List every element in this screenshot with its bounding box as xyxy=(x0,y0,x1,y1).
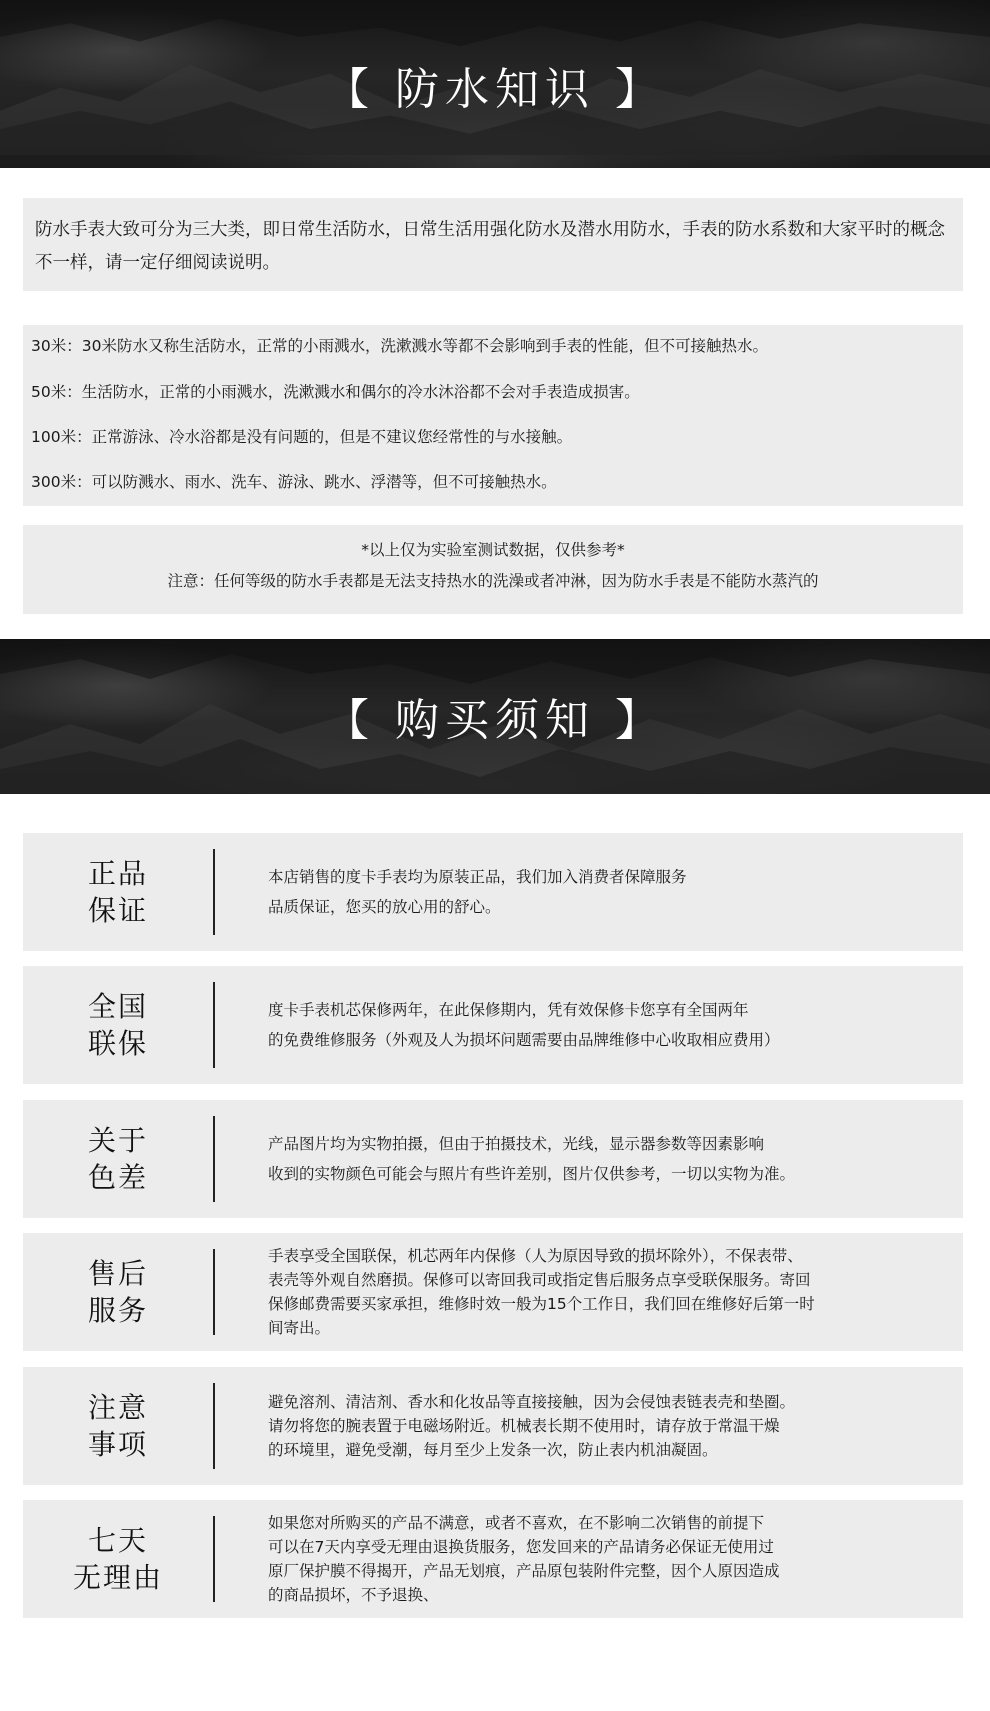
item-line: 保修邮费需要买家承担，维修时效一般为15个工作日，我们回在维修好后第一时 xyxy=(268,1295,815,1313)
item-heading: 全国 联保 xyxy=(87,990,148,1060)
waterproof-intro-text: 防水手表大致可分为三大类，即日常生活防水，日常生活用强化防水及潜水用防水，手表的防水系数和大家平时的概念不一样，请一定仔细阅读说明。 xyxy=(35,220,945,273)
item-divider xyxy=(213,1116,215,1202)
item-after-sales xyxy=(23,1233,963,1351)
item-color-difference xyxy=(23,1100,963,1218)
item-line: 度卡手表机芯保修两年，在此保修期内，凭有效保修卡您享有全国两年 xyxy=(268,1001,749,1019)
item-body xyxy=(268,966,951,1084)
item-body xyxy=(268,833,951,951)
level-30m: 30米：30米防水又称生活防水，正常的小雨溅水，洗漱溅水等都不会影响到手表的性能，但不可接触热水。 xyxy=(31,337,768,355)
item-heading: 售后 服务 xyxy=(87,1257,148,1327)
purchase-title: 【 购买须知 】 xyxy=(325,695,665,746)
item-line: 产品图片均为实物拍摄，但由于拍摄技术，光线，显示器参数等因素影响 xyxy=(268,1135,765,1153)
item-line: 可以在7天内享受无理由退换货服务，您发回来的产品请务必保证无使用过 xyxy=(268,1538,774,1556)
item-line: 的环境里，避免受潮，每月至少上发条一次，防止表内机油凝固。 xyxy=(268,1441,718,1459)
item-heading: 注意 事项 xyxy=(87,1391,148,1461)
item-genuine xyxy=(23,833,963,951)
waterproof-levels-box xyxy=(23,325,963,506)
item-line: 的免费维修服务（外观及人为损坏问题需要由品牌维修中心收取相应费用） xyxy=(268,1031,780,1049)
item-divider xyxy=(213,1383,215,1469)
item-precautions xyxy=(23,1367,963,1485)
item-line: 原厂保护膜不得揭开，产品无划痕，产品原包装附件完整，因个人原因造成 xyxy=(268,1562,780,1580)
item-seven-day-return xyxy=(23,1500,963,1618)
level-100m: 100米：正常游泳、冷水浴都是没有问题的，但是不建议您经常性的与水接触。 xyxy=(31,428,573,446)
level-300m: 300米：可以防溅水、雨水、洗车、游泳、跳水、浮潜等，但不可接触热水。 xyxy=(31,473,557,491)
item-line: 如果您对所购买的产品不满意，或者不喜欢，在不影响二次销售的前提下 xyxy=(268,1514,765,1532)
item-heading: 七天 无理由 xyxy=(72,1524,163,1594)
item-divider xyxy=(213,982,215,1068)
item-divider xyxy=(213,1249,215,1335)
waterproof-banner xyxy=(0,0,990,168)
item-divider xyxy=(213,849,215,935)
item-line: 本店销售的度卡手表均为原装正品，我们加入消费者保障服务 xyxy=(268,868,687,886)
waterproof-note-box xyxy=(23,525,963,614)
note-warning: 注意：任何等级的防水手表都是无法支持热水的洗澡或者冲淋，因为防水手表是不能防水蒸汽的 xyxy=(167,572,819,590)
item-body xyxy=(268,1500,951,1618)
item-line: 请勿将您的腕表置于电磁场附近。机械表长期不使用时，请存放于常温干燥 xyxy=(268,1417,780,1435)
purchase-banner xyxy=(0,639,990,794)
item-heading: 正品 保证 xyxy=(87,857,148,927)
item-line: 间寄出。 xyxy=(268,1319,331,1337)
item-body xyxy=(268,1367,951,1485)
waterproof-title: 【 防水知识 】 xyxy=(325,64,665,115)
item-body xyxy=(268,1100,951,1218)
note-disclaimer: *以上仅为实验室测试数据，仅供参考* xyxy=(361,541,625,559)
level-50m: 50米：生活防水，正常的小雨溅水，洗漱溅水和偶尔的冷水沐浴都不会对手表造成损害。 xyxy=(31,383,640,401)
item-body xyxy=(268,1233,951,1351)
item-line: 的商品损坏，不予退换、 xyxy=(268,1586,439,1604)
item-line: 收到的实物颜色可能会与照片有些许差别，图片仅供参考，一切以实物为准。 xyxy=(268,1165,796,1183)
waterproof-intro-box xyxy=(23,198,963,291)
item-divider xyxy=(213,1516,215,1602)
item-warranty xyxy=(23,966,963,1084)
item-line: 品质保证，您买的放心用的舒心。 xyxy=(268,898,501,916)
item-heading: 关于 色差 xyxy=(87,1124,148,1194)
item-line: 表壳等外观自然磨损。保修可以寄回我司或指定售后服务点享受联保服务。寄回 xyxy=(268,1271,811,1289)
item-line: 避免溶剂、清洁剂、香水和化妆品等直接接触，因为会侵蚀表链表壳和垫圈。 xyxy=(268,1393,796,1411)
item-line: 手表享受全国联保，机芯两年内保修（人为原因导致的损坏除外），不保表带、 xyxy=(268,1247,803,1265)
